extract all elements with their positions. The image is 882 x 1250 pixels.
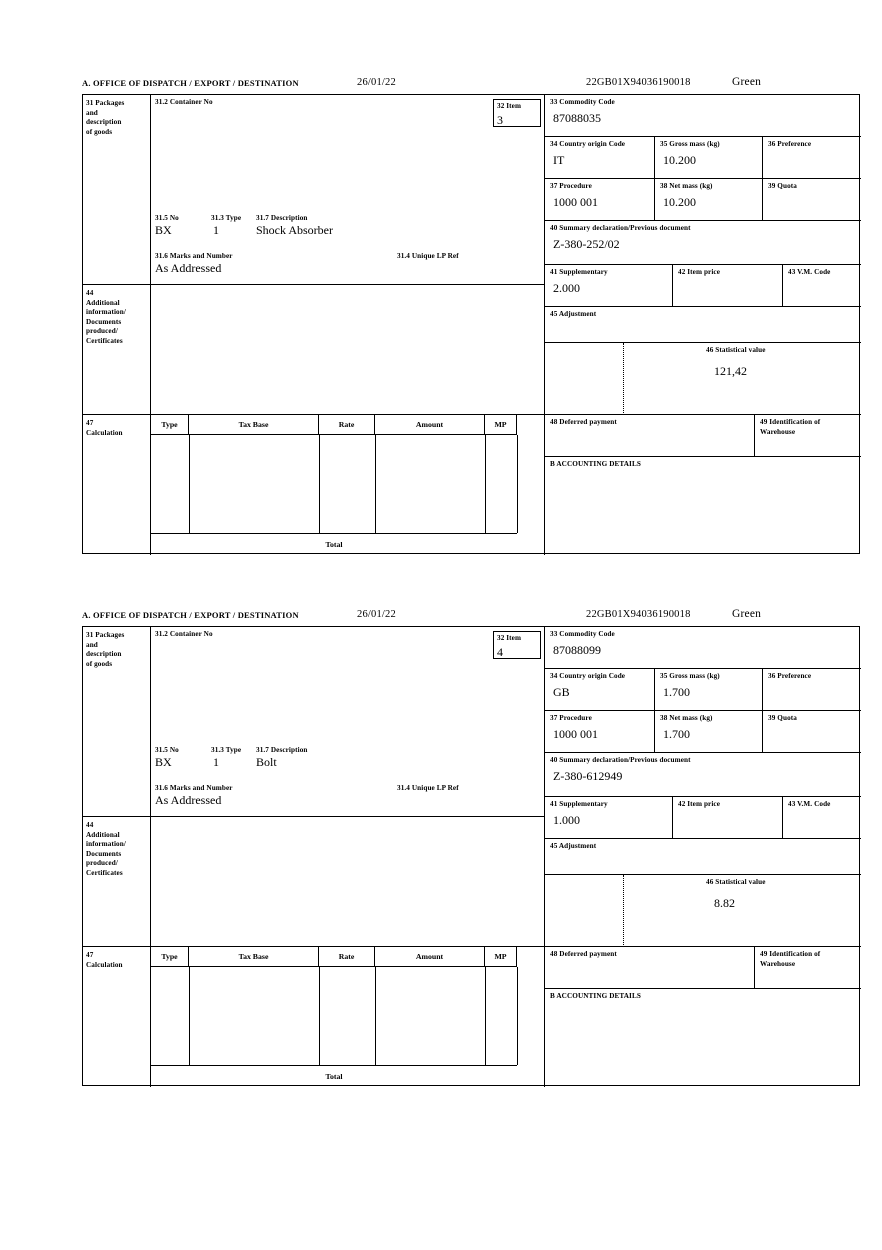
box-34-label: 34 Country origin Code <box>550 672 626 680</box>
box-35-label: 35 Gross mass (kg) <box>660 140 720 148</box>
box-45-label: 45 Adjustment <box>550 310 597 318</box>
calc-vline-1 <box>189 435 190 533</box>
calc-total-label: Total <box>151 533 517 555</box>
box-44-label: 44 Additional information/ Documents produced/ Certificates <box>83 817 151 947</box>
box-37-label: 37 Procedure <box>550 714 592 722</box>
calc-col-mp: MP <box>485 415 517 435</box>
box-42-label: 42 Item price <box>678 268 721 276</box>
box-b-accounting-details <box>545 457 861 555</box>
packages-description-label: 31.7 Description <box>256 214 308 222</box>
box-40-value: Z-380-612949 <box>553 768 623 783</box>
box-38-net-mass <box>655 711 763 753</box>
calc-col-tax-base: Tax Base <box>189 415 319 435</box>
box-45-adjustment <box>545 839 861 875</box>
box-46-label: 46 Statistical value <box>706 878 766 886</box>
box-44-value <box>151 817 544 823</box>
calc-vline-5 <box>517 435 518 533</box>
calc-vline-5 <box>517 967 518 1065</box>
box-49-warehouse-id <box>755 415 861 457</box>
box-32-item <box>493 631 541 659</box>
box-41-value: 2.000 <box>553 280 580 295</box>
marks-and-number-value: As Addressed <box>155 793 222 807</box>
routing-lane: Green <box>732 76 762 88</box>
box-41-value: 1.000 <box>553 812 580 827</box>
calc-vline-4 <box>485 435 486 533</box>
movement-reference-number: 22GB01X94036190018 <box>586 609 691 620</box>
box-33-label: 33 Commodity Code <box>550 630 615 638</box>
box-39-quota <box>763 711 861 753</box>
box-43-vm-code <box>783 265 861 307</box>
form-header <box>82 78 862 94</box>
box-48-deferred-payment <box>545 947 755 989</box>
box-42-item-price <box>673 265 783 307</box>
declaration-grid <box>82 626 860 1086</box>
box-34-country-origin <box>545 137 655 179</box>
box-39-label: 39 Quota <box>768 182 797 190</box>
box-37-procedure <box>545 179 655 221</box>
box-35-value: 1.700 <box>663 684 690 699</box>
box-41-supplementary <box>545 265 673 307</box>
box-38-net-mass <box>655 179 763 221</box>
box-33-value: 87088099 <box>553 642 601 657</box>
box-48-label: 48 Deferred payment <box>550 418 617 426</box>
box-36-label: 36 Preference <box>768 672 812 680</box>
box-44-value <box>151 285 544 291</box>
packages-type-label: 31.3 Type <box>211 746 242 754</box>
calc-col-mp: MP <box>485 947 517 967</box>
box-42-item-price <box>673 797 783 839</box>
marks-and-number-value: As Addressed <box>155 261 222 275</box>
calc-col-rate: Rate <box>319 415 375 435</box>
box-33-commodity-code <box>545 95 861 137</box>
box-40-label: 40 Summary declaration/Previous document <box>550 756 691 764</box>
box-34-country-origin <box>545 669 655 711</box>
box-31-goods-area <box>151 95 545 285</box>
box-32-label: 32 Item <box>497 102 522 110</box>
office-of-dispatch-label: A. OFFICE OF DISPATCH / EXPORT / DESTINATION <box>82 610 299 620</box>
calc-col-type: Type <box>151 947 189 967</box>
box-45-adjustment <box>545 307 861 343</box>
declaration-grid <box>82 94 860 554</box>
box-34-label: 34 Country origin Code <box>550 140 626 148</box>
box-39-label: 39 Quota <box>768 714 797 722</box>
box-36-preference <box>763 137 861 179</box>
box-47-calculation-table <box>151 947 545 1087</box>
box-b-accounting-details <box>545 989 861 1087</box>
box-b-label: B ACCOUNTING DETAILS <box>550 992 641 1000</box>
customs-declaration-item-3 <box>82 78 862 554</box>
container-no-label: 31.2 Container No <box>155 98 213 106</box>
box-31-goods-area <box>151 627 545 817</box>
box-35-gross-mass <box>655 137 763 179</box>
box-35-gross-mass <box>655 669 763 711</box>
box-49-label: 49 Identification of Warehouse <box>760 418 821 436</box>
box-41-supplementary <box>545 797 673 839</box>
box-b-label: B ACCOUNTING DETAILS <box>550 460 641 468</box>
office-of-dispatch-label: A. OFFICE OF DISPATCH / EXPORT / DESTINATION <box>82 78 299 88</box>
calc-col-type: Type <box>151 415 189 435</box>
box-41-label: 41 Supplementary <box>550 268 608 276</box>
declaration-date: 26/01/22 <box>357 77 396 88</box>
box-32-label: 32 Item <box>497 634 522 642</box>
packages-description-label: 31.7 Description <box>256 746 308 754</box>
packages-type-value: 1 <box>213 755 219 769</box>
box-43-label: 43 V.M. Code <box>788 268 831 276</box>
box-32-value: 3 <box>497 112 503 127</box>
box-32-item <box>493 99 541 127</box>
box-31-label: 31 Packages and description of goods <box>83 95 151 285</box>
calc-vline-1 <box>189 967 190 1065</box>
calc-col-rate: Rate <box>319 947 375 967</box>
box-38-value: 10.200 <box>663 194 696 209</box>
box-46-value: 8.82 <box>714 895 735 910</box>
box-47-calculation-table <box>151 415 545 555</box>
marks-and-number-label: 31.6 Marks and Number <box>155 784 233 792</box>
box-33-value: 87088035 <box>553 110 601 125</box>
box-32-value: 4 <box>497 644 503 659</box>
box-41-label: 41 Supplementary <box>550 800 608 808</box>
box-36-preference <box>763 669 861 711</box>
calc-total-label: Total <box>151 1065 517 1087</box>
box-46-statistical-value <box>701 343 861 415</box>
box-38-value: 1.700 <box>663 726 690 741</box>
packages-no-value: BX <box>155 223 172 237</box>
box-49-warehouse-id <box>755 947 861 989</box>
box-40-value: Z-380-252/02 <box>553 236 620 251</box>
box-47-label: 47 Calculation <box>83 947 151 1087</box>
box-40-summary-declaration <box>545 221 861 265</box>
box-33-label: 33 Commodity Code <box>550 98 615 106</box>
packages-type-label: 31.3 Type <box>211 214 242 222</box>
box-37-value: 1000 001 <box>553 194 598 209</box>
box-36-label: 36 Preference <box>768 140 812 148</box>
box-34-value: GB <box>553 684 570 699</box>
box-37-value: 1000 001 <box>553 726 598 741</box>
box-46-divider <box>623 343 624 415</box>
calc-vline-3 <box>375 435 376 533</box>
box-47-label: 47 Calculation <box>83 415 151 555</box>
box-40-summary-declaration <box>545 753 861 797</box>
box-33-commodity-code <box>545 627 861 669</box>
box-46-divider <box>623 875 624 947</box>
box-37-label: 37 Procedure <box>550 182 592 190</box>
packages-description-value: Shock Absorber <box>256 223 333 237</box>
box-35-label: 35 Gross mass (kg) <box>660 672 720 680</box>
calc-col-amount: Amount <box>375 415 485 435</box>
calc-col-tax-base: Tax Base <box>189 947 319 967</box>
unique-lp-ref-label: 31.4 Unique LP Ref <box>397 784 459 792</box>
box-38-label: 38 Net mass (kg) <box>660 182 713 190</box>
calc-col-amount: Amount <box>375 947 485 967</box>
box-44-content <box>151 285 545 415</box>
packages-description-value: Bolt <box>256 755 277 769</box>
box-43-vm-code <box>783 797 861 839</box>
packages-no-label: 31.5 No <box>155 746 179 754</box>
box-42-label: 42 Item price <box>678 800 721 808</box>
box-48-deferred-payment <box>545 415 755 457</box>
packages-type-value: 1 <box>213 223 219 237</box>
packages-no-label: 31.5 No <box>155 214 179 222</box>
box-49-label: 49 Identification of Warehouse <box>760 950 821 968</box>
calc-vline-2 <box>319 435 320 533</box>
box-38-label: 38 Net mass (kg) <box>660 714 713 722</box>
form-header <box>82 610 862 626</box>
box-31-label: 31 Packages and description of goods <box>83 627 151 817</box>
box-43-label: 43 V.M. Code <box>788 800 831 808</box>
calc-vline-2 <box>319 967 320 1065</box>
box-48-label: 48 Deferred payment <box>550 950 617 958</box>
calc-vline-3 <box>375 967 376 1065</box>
unique-lp-ref-label: 31.4 Unique LP Ref <box>397 252 459 260</box>
box-44-content <box>151 817 545 947</box>
box-46-label: 46 Statistical value <box>706 346 766 354</box>
packages-no-value: BX <box>155 755 172 769</box>
declaration-date: 26/01/22 <box>357 609 396 620</box>
box-35-value: 10.200 <box>663 152 696 167</box>
box-46-value: 121,42 <box>714 363 747 378</box>
box-45-label: 45 Adjustment <box>550 842 597 850</box>
box-37-procedure <box>545 711 655 753</box>
calc-vline-4 <box>485 967 486 1065</box>
box-40-label: 40 Summary declaration/Previous document <box>550 224 691 232</box>
customs-declaration-item-4 <box>82 610 862 1086</box>
box-34-value: IT <box>553 152 565 167</box>
container-no-label: 31.2 Container No <box>155 630 213 638</box>
box-46-statistical-value <box>701 875 861 947</box>
box-39-quota <box>763 179 861 221</box>
box-44-label: 44 Additional information/ Documents produced/ Certificates <box>83 285 151 415</box>
movement-reference-number: 22GB01X94036190018 <box>586 77 691 88</box>
routing-lane: Green <box>732 608 762 620</box>
marks-and-number-label: 31.6 Marks and Number <box>155 252 233 260</box>
